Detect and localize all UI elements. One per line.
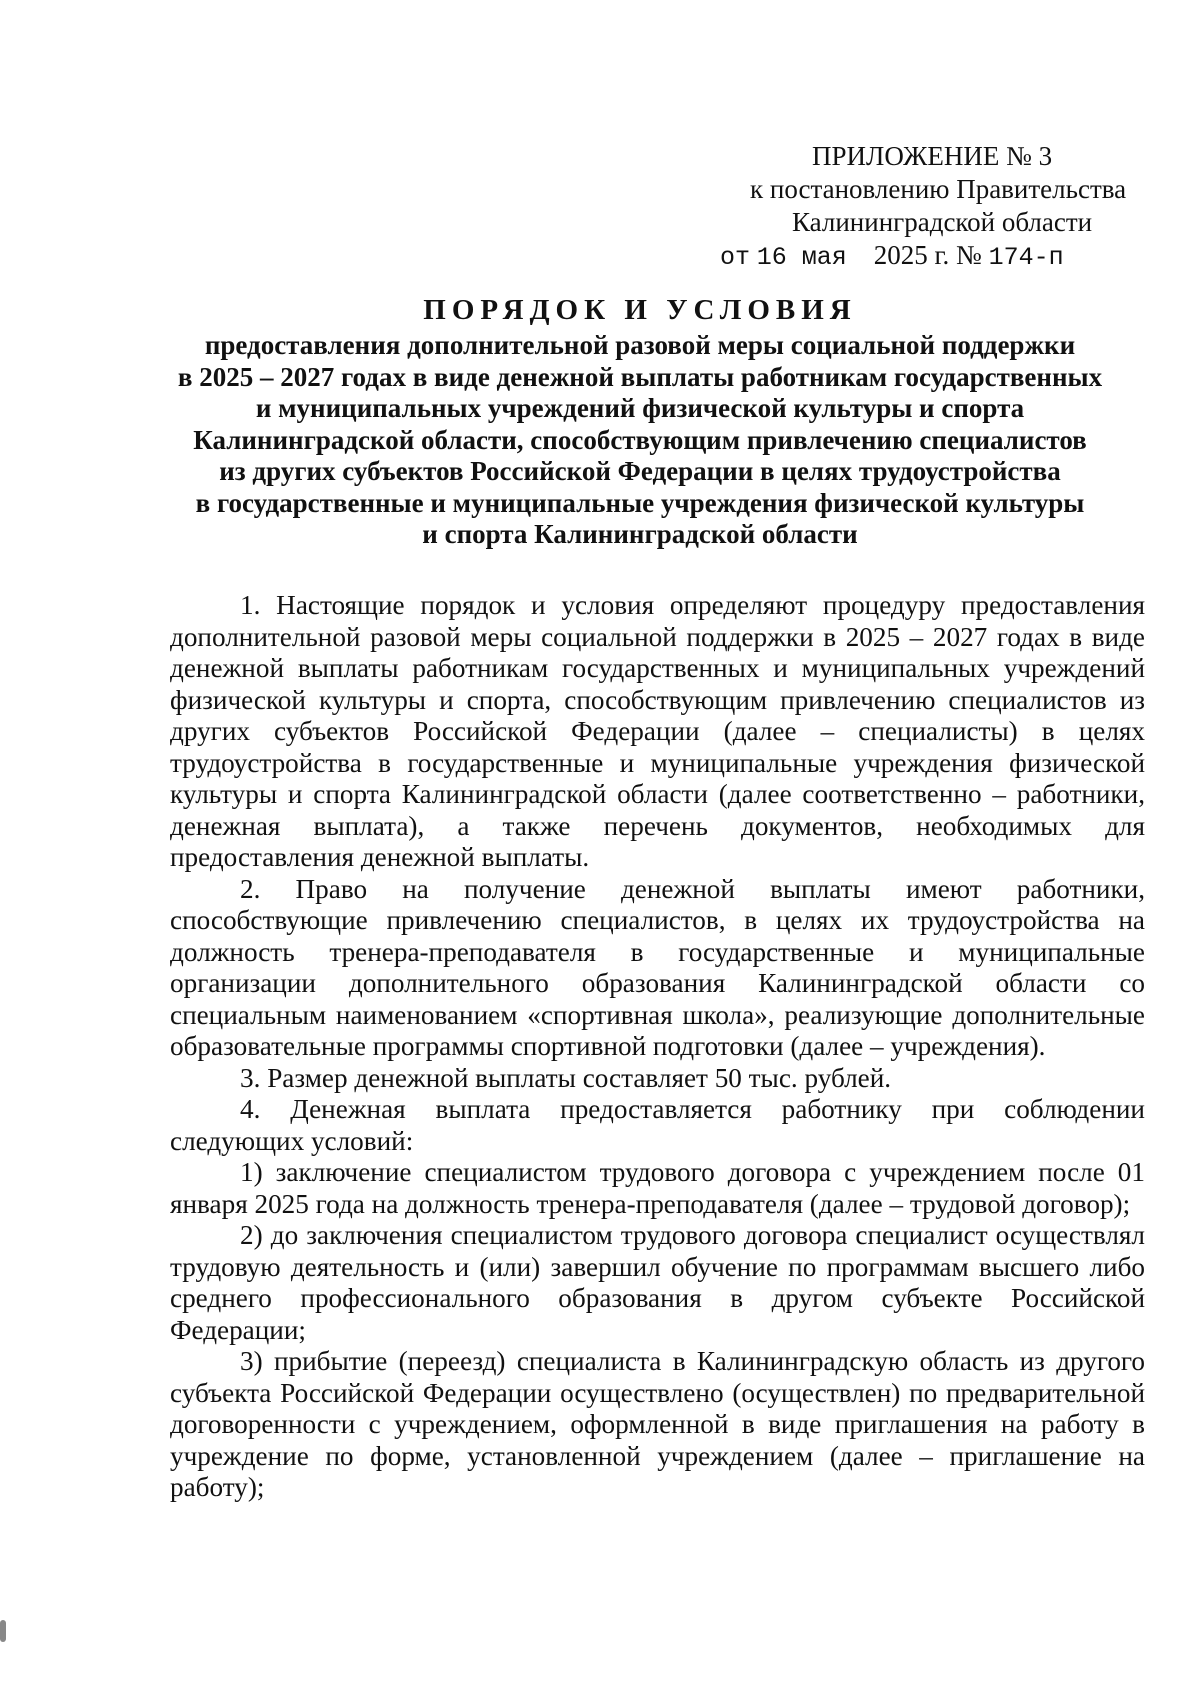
- document-subtitle: [165, 330, 1115, 551]
- document-title-block: [165, 292, 1115, 551]
- paragraph-1: 1. Настоящие порядок и условия определяют процедуру предоставления дополнительной разовой меры социальной поддержки в 2025 – 2027 годах в виде денежной выплаты работникам государственных и муниципальных учреждений физической культуры и спорта, способствующим привлечению специалистов из других субъектов Российской Федерации (далее – специалисты) в целях трудоустройства в государственные и муниципальные учреждения физической культуры и спорта Калининградской области (далее соответственно – работники, денежная выплата), а также перечень документов, необходимых для предоставления денежной выплаты.: [170, 590, 1145, 872]
- date-prefix: от: [720, 243, 751, 272]
- paragraph-4: 4. Денежная выплата предоставляется работнику при соблюдении следующих условий:: [170, 1094, 1145, 1156]
- condition-3: 3) прибытие (переезд) специалиста в Калининградскую область из другого субъекта Российской Федерации осуществлено (осуществлен) по предварительной договоренности с учреждением, оформленной в виде приглашения на работу в учреждение по форме, установленной учреждением (далее – приглашение на работу);: [170, 1346, 1145, 1502]
- appendix-title: ПРИЛОЖЕНИЕ № 3: [812, 141, 1053, 171]
- condition-1: 1) заключение специалистом трудового договора с учреждением после 01 января 2025 года на должность тренера-преподавателя (далее – трудовой договор);: [170, 1157, 1145, 1219]
- subtitle-line: из других субъектов Российской Федерации в целях трудоустройства: [219, 456, 1061, 486]
- appendix-header: [690, 140, 1150, 274]
- appendix-resolution-ref: к постановлению Правительства: [750, 174, 1127, 204]
- document-body: [170, 590, 1145, 1504]
- resolution-number: 174-п: [988, 243, 1064, 272]
- subtitle-line: предоставления дополнительной разовой меры социальной поддержки: [204, 330, 1076, 360]
- subtitle-line: Калининградской области, способствующим привлечению специалистов: [193, 424, 1087, 455]
- scan-artifact: [0, 1620, 6, 1642]
- date-year: 2025 г. №: [873, 240, 982, 270]
- subtitle-line: и муниципальных учреждений физической культуры и спорта: [255, 393, 1025, 423]
- appendix-region: Калининградской области: [792, 207, 1093, 237]
- subtitle-line: и спорта Калининградской области: [422, 519, 858, 549]
- paragraph-2: 2. Право на получение денежной выплаты имеют работники, способствующие привлечению специалистов, в целях их трудоустройства на должность тренера-преподавателя в государственные и муниципальные организации дополнительного образования Калининградской области со специальным наименованием «спортивная школа», реализующие дополнительные образовательные программы спортивной подготовки (далее – учреждения).: [170, 873, 1145, 1061]
- subtitle-line: в государственные и муниципальные учреждения физической культуры: [195, 487, 1085, 518]
- date-day-month: 16 мая: [756, 243, 847, 272]
- paragraph-3: 3. Размер денежной выплаты составляет 50 тыс. рублей.: [240, 1062, 892, 1093]
- appendix-date-line: [690, 239, 1150, 274]
- condition-2: 2) до заключения специалистом трудового договора специалист осуществлял трудовую деятельность и (или) завершил обучение по программам высшего либо среднего профессионального образования в другом субъекте Российской Федерации;: [170, 1220, 1145, 1345]
- subtitle-line: в 2025 – 2027 годах в виде денежной выплаты работникам государственных: [177, 361, 1103, 392]
- document-title: ПОРЯДОК И УСЛОВИЯ: [423, 294, 857, 326]
